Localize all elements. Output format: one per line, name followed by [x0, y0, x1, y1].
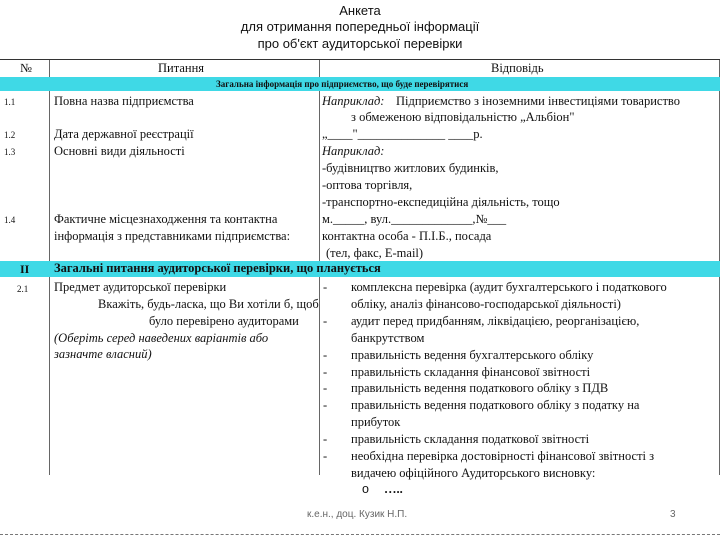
- option-dash: -: [323, 381, 328, 396]
- row-question: Фактичне місцезнаходження та контактна: [54, 212, 278, 226]
- column-header-question: Питання: [158, 61, 205, 75]
- page-bottom-rule: [0, 534, 720, 535]
- row-num: 2.1: [17, 284, 29, 294]
- row-num: 1.1: [4, 97, 16, 107]
- page-number: 3: [670, 509, 676, 520]
- row-num: 1.2: [4, 130, 16, 140]
- option-text: аудит перед придбанням, ліквідацією, реорганізацією,: [351, 313, 640, 328]
- option-text: правильність складання податкової звітності: [351, 432, 590, 447]
- row-answer: м._____, вул._____________,№___: [322, 212, 507, 226]
- row-question: Повна назва підприємства: [54, 94, 194, 108]
- form-subtitle-2: про об'єкт аудиторської перевірки: [257, 36, 463, 51]
- option-dash: -: [323, 449, 328, 463]
- row-question-cont: Вкажіть, будь-ласка, що Ви хотіли б, щоб: [98, 297, 319, 311]
- option-text: прибуток: [351, 415, 401, 430]
- instruction-note: (Оберіть серед наведених варіантів або: [54, 331, 269, 345]
- option-dash: -: [323, 364, 328, 379]
- option-text: обліку, аналіз фінансово-господарської діяльності): [351, 296, 621, 311]
- footer-author: к.е.н., доц. Кузик Н.П.: [307, 509, 408, 520]
- option-dash: -: [323, 398, 328, 413]
- column-header-num: №: [20, 61, 32, 75]
- option-dash: -: [323, 432, 328, 447]
- example-label: Наприклад:: [322, 144, 385, 158]
- column-header-answer: Відповідь: [491, 61, 544, 75]
- row-answer-cont: з обмеженою відповідальністю „Альбіон": [351, 110, 575, 124]
- row-answer-cont: контактна особа - П.І.Б., посада: [322, 229, 492, 243]
- row-num: 1.3: [4, 147, 16, 157]
- activity-line: -оптова торгівля,: [322, 178, 413, 192]
- option-dash: -: [323, 280, 328, 294]
- bullet-marker: o: [362, 482, 369, 496]
- activity-line: -будівництво житлових будинків,: [322, 161, 499, 175]
- row-question-cont: було перевірено аудиторами: [149, 314, 299, 328]
- row-answer: Підприємство з іноземними інвестиціями товариство: [396, 94, 680, 108]
- option-text: правильність ведення податкового обліку з ПДВ: [351, 381, 609, 396]
- instruction-note: зазначте власний): [54, 347, 152, 361]
- bullet-ellipsis: …..: [384, 482, 403, 496]
- row-answer-cont: (тел, факс, E-mail): [326, 246, 424, 260]
- row-question: Основні види діяльності: [54, 144, 185, 158]
- option-text: комплексна перевірка (аудит бухгалтерського і податкового: [351, 280, 667, 294]
- option-text: банкрутством: [351, 330, 425, 345]
- option-text: необхідна перевірка достовірності фінансової звітності з: [351, 449, 655, 463]
- section-title-audit-questions: Загальні питання аудиторської перевірки, що планується: [54, 261, 381, 275]
- form-subtitle-1: для отримання попередньої інформації: [240, 19, 480, 34]
- option-dash: -: [323, 347, 328, 362]
- row-question-cont: інформація з представниками підприємства:: [54, 229, 291, 243]
- section-title-general-info: Загальна інформація про підприємство, що буде перевірятися: [216, 79, 469, 89]
- row-question: Дата державної реєстрації: [54, 127, 194, 141]
- activity-line: -транспортно-експедиційна діяльність, тощо: [322, 195, 560, 209]
- section-num: ІІ: [20, 262, 30, 276]
- form-title: Анкета: [339, 3, 381, 18]
- option-text: видачею офіційного Аудиторського висновку:: [351, 465, 596, 480]
- option-text: правильність ведення бухгалтерського обліку: [351, 347, 594, 362]
- option-dash: -: [323, 313, 328, 328]
- example-label: Наприклад:: [322, 94, 385, 108]
- row-num: 1.4: [4, 215, 16, 225]
- option-text: правильність складання фінансової звітності: [351, 364, 591, 379]
- table-top-border: [0, 59, 720, 60]
- row-question: Предмет аудиторської перевірки: [54, 280, 227, 294]
- row-answer: „____"______________ ____р.: [322, 127, 483, 141]
- option-text: правильність ведення податкового обліку з податку на: [351, 398, 640, 413]
